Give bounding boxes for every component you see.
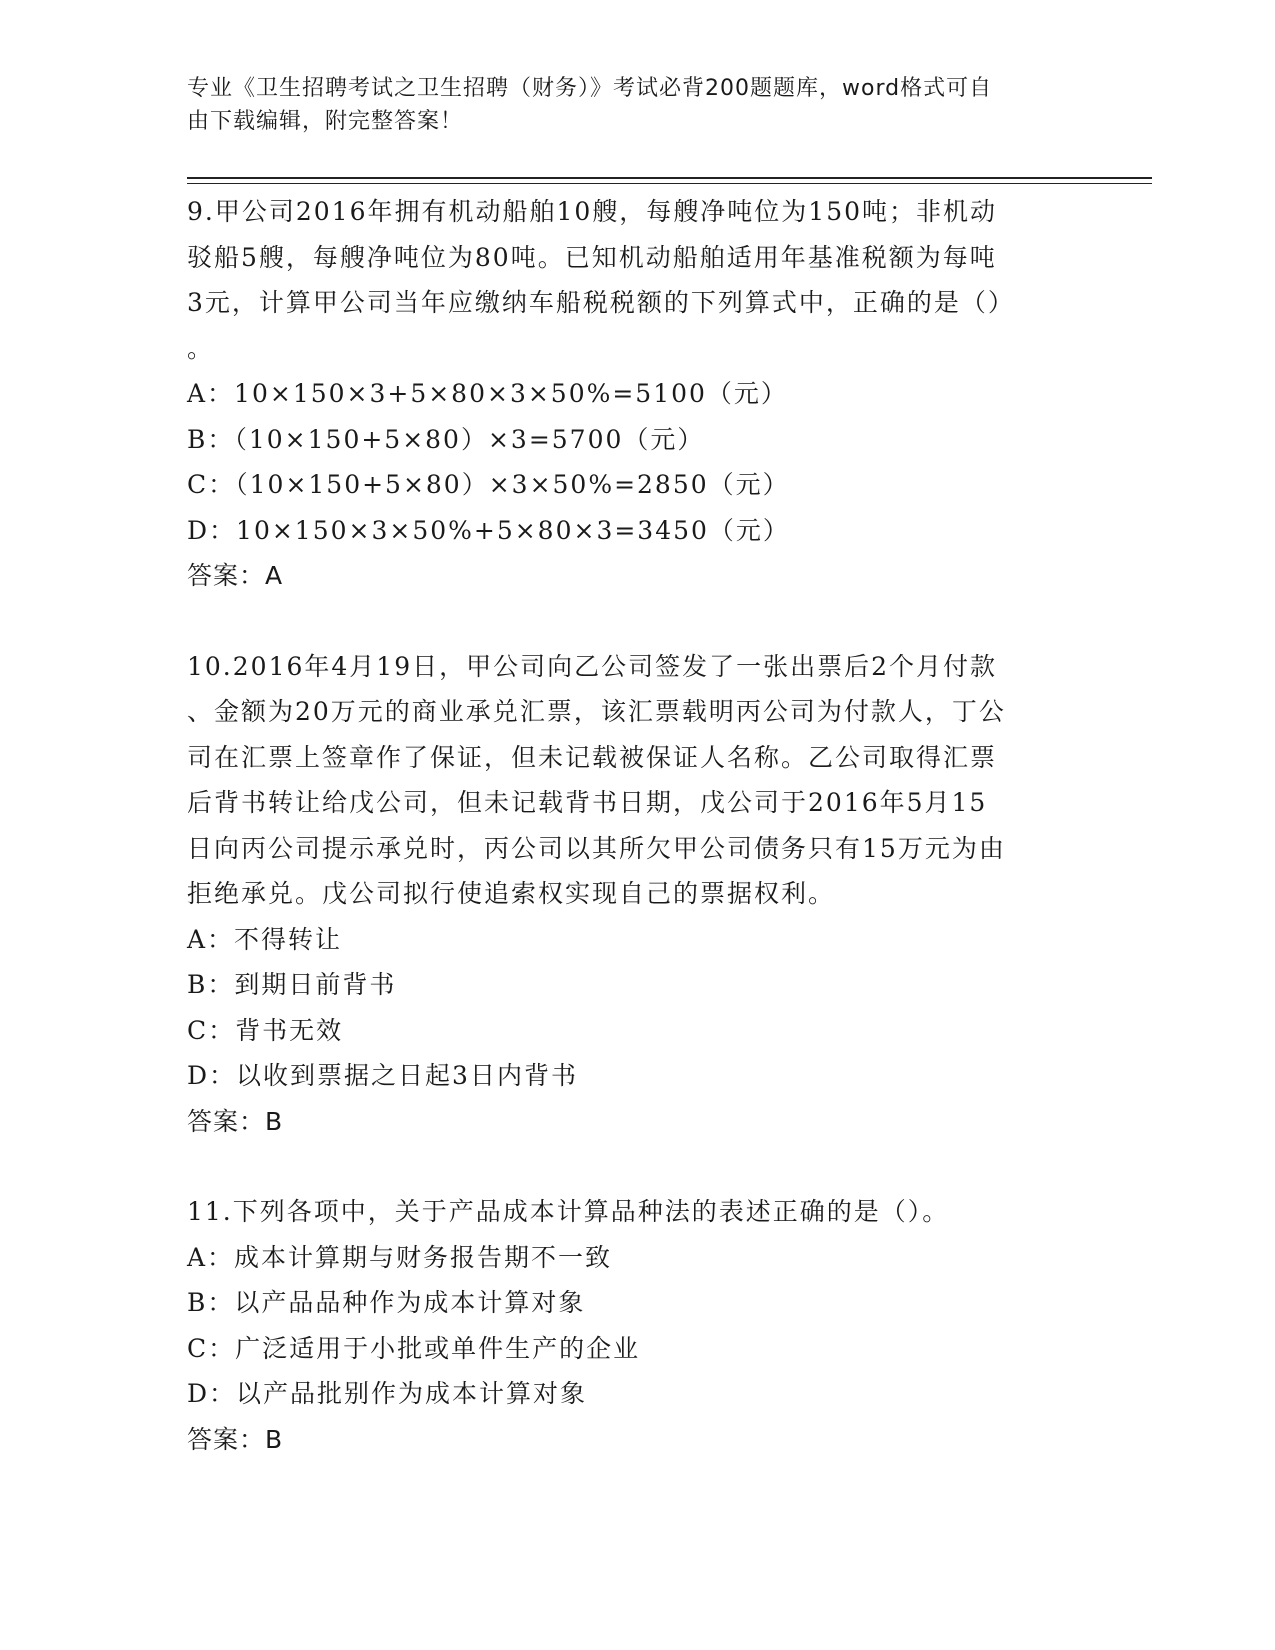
question-stem-line: 3元，计算甲公司当年应缴纳车船税税额的下列算式中，正确的是（） (187, 288, 1015, 317)
option-a: A：不得转让 (187, 924, 343, 954)
answer-line: 答案：A (187, 561, 284, 590)
question-stem-line: 11.下列各项中，关于产品成本计算品种法的表述正确的是（）。 (187, 1197, 950, 1226)
option-c: C：背书无效 (187, 1015, 344, 1045)
question-9 (187, 189, 1087, 599)
question-stem-line: 后背书转让给戊公司，但未记载背书日期，戊公司于2016年5月15 (187, 788, 988, 817)
question-11 (187, 1189, 1087, 1462)
question-stem-line: 。 (187, 333, 215, 363)
question-stem-line: 日向丙公司提示承兑时，丙公司以其所欠甲公司债务只有15万元为由 (187, 833, 1006, 863)
question-stem-line: 司在汇票上签章作了保证，但未记载被保证人名称。乙公司取得汇票 (187, 742, 998, 772)
answer-line: 答案：B (187, 1424, 284, 1454)
option-b: B：以产品品种作为成本计算对象 (187, 1288, 586, 1317)
header-line-1: 专业《卫生招聘考试之卫生招聘（财务）》考试必背200题题库，word格式可自 (187, 76, 993, 101)
option-b: B：（10×150+5×80）×3=5700（元） (187, 424, 705, 454)
question-stem-line: 驳船5艘，每艘净吨位为80吨。已知机动船舶适用年基准税额为每吨 (187, 242, 997, 272)
question-stem-line: 10.2016年4月19日，甲公司向乙公司签发了一张出票后2个月付款 (187, 651, 998, 681)
page-header (187, 72, 1087, 138)
question-10 (187, 644, 1087, 1145)
question-gap (187, 599, 1087, 644)
option-a: A：10×150×3+5×80×3×50%=5100（元） (187, 379, 788, 408)
option-d: D：10×150×3×50%+5×80×3=3450（元） (187, 515, 790, 545)
question-list (187, 189, 1087, 1462)
option-c: C：广泛适用于小批或单件生产的企业 (187, 1333, 641, 1363)
option-d: D：以产品批别作为成本计算对象 (187, 1379, 588, 1408)
option-a: A：成本计算期与财务报告期不一致 (187, 1242, 613, 1272)
option-c: C：（10×150+5×80）×3×50%=2850（元） (187, 470, 790, 499)
header-divider-thick (187, 177, 1152, 179)
option-d: D：以收到票据之日起3日内背书 (187, 1061, 578, 1090)
question-stem-line: 拒绝承兑。戊公司拟行使追索权实现自己的票据权利。 (187, 879, 836, 908)
header-line-2: 由下载编辑，附完整答案！ (187, 109, 464, 134)
question-gap (187, 1144, 1087, 1189)
answer-line: 答案：B (187, 1106, 284, 1136)
question-stem-line: 9.甲公司2016年拥有机动船舶10艘，每艘净吨位为150吨；非机动 (187, 197, 998, 226)
question-stem-line: 、金额为20万元的商业承兑汇票，该汇票载明丙公司为付款人，丁公 (187, 697, 1006, 726)
header-divider-thin (187, 183, 1152, 184)
option-b: B：到期日前背书 (187, 970, 397, 999)
